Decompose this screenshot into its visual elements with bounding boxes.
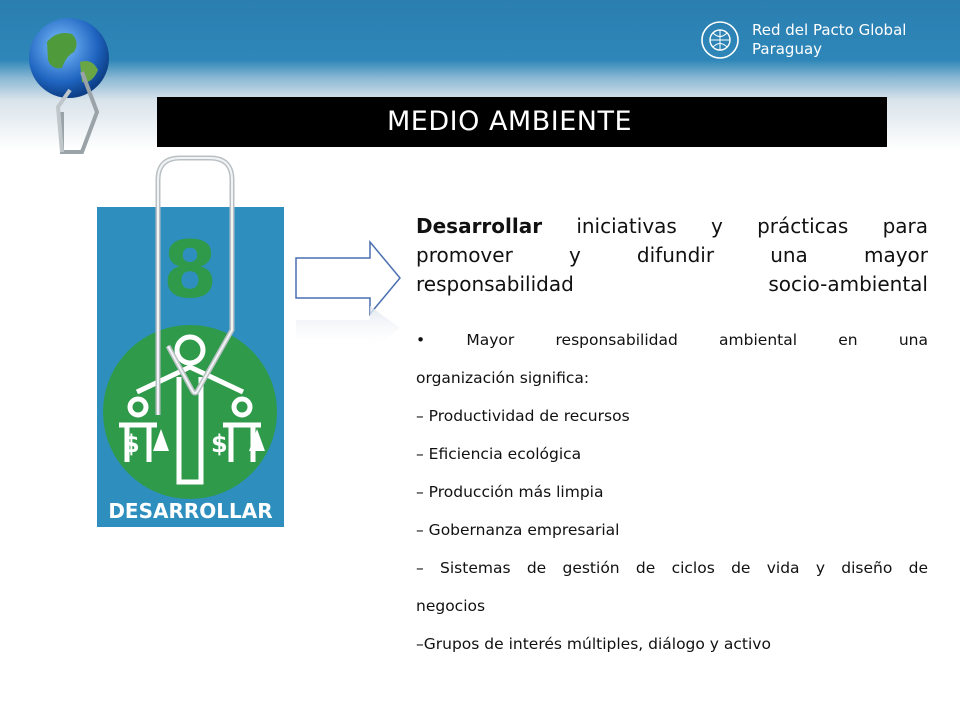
global-compact-seal-icon <box>700 20 740 60</box>
brand-logo <box>700 18 906 62</box>
dollar-icon: $ <box>211 430 228 458</box>
lead-keyword: Desarrollar <box>416 214 543 238</box>
list-item: negocios <box>416 597 486 615</box>
benefits-list <box>416 321 928 663</box>
badge-number: 8 <box>162 226 218 316</box>
lead-line1: iniciativas y prácticas para <box>576 214 928 238</box>
badge-label: DESARROLLAR <box>108 499 273 523</box>
lead-line3: responsabilidad socio-ambiental <box>416 272 928 296</box>
globe-clip-icon <box>22 12 192 172</box>
list-item: –Grupos de interés múltiples, diálogo y activo <box>416 635 771 653</box>
page-title: MEDIO AMBIENTE <box>157 97 887 147</box>
dollar-icon: $ <box>123 430 140 458</box>
list-item: – Producción más limpia <box>416 483 604 501</box>
lead-line2: promover y difundir una mayor <box>416 243 928 267</box>
list-item: – Sistemas de gestión de ciclos de vida y diseño de <box>416 559 928 577</box>
list-item: – Productividad de recursos <box>416 407 630 425</box>
list-item: – Gobernanza empresarial <box>416 521 620 539</box>
brand-text <box>752 21 906 59</box>
intro-line2: organización significa: <box>416 369 590 387</box>
brand-line2: Paraguay <box>752 40 823 58</box>
principle-content <box>416 212 928 663</box>
brand-line1: Red del Pacto Global <box>752 21 907 39</box>
intro-line1: • Mayor responsabilidad ambiental en una <box>416 331 928 349</box>
lead-paragraph <box>416 212 928 299</box>
arrow-reflection-icon <box>294 304 404 354</box>
list-item: – Eficiencia ecológica <box>416 445 582 463</box>
paperclip-icon <box>140 150 250 420</box>
